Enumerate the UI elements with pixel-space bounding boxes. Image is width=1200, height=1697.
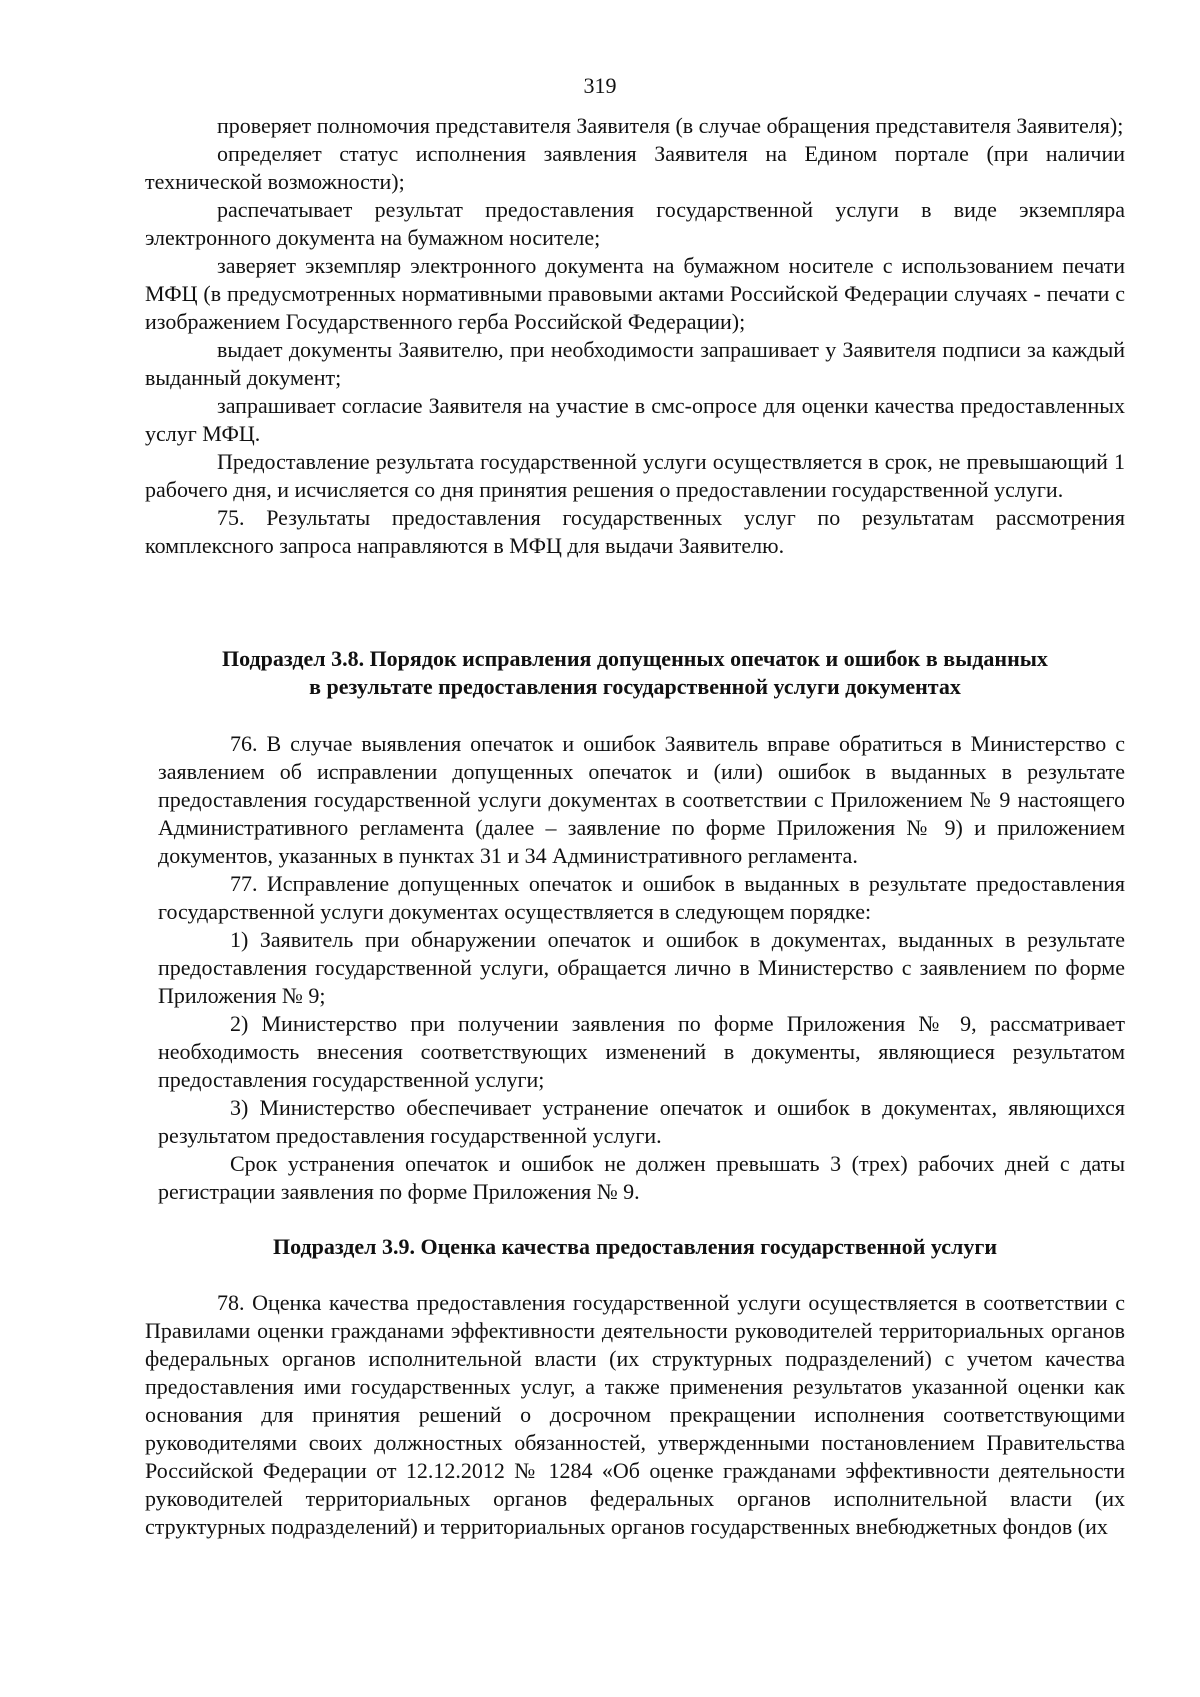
paragraph: распечатывает результат предоставления государственной услуги в виде экземпляра электронного документа на бумажном носителе; — [145, 197, 1125, 250]
heading-line: Подраздел 3.9. Оценка качества предоставления государственной услуги — [273, 1234, 997, 1259]
paragraph: определяет статус исполнения заявления Заявителя на Едином портале (при наличии технической возможности); — [145, 141, 1125, 194]
paragraph: 1) Заявитель при обнаружении опечаток и ошибок в документах, выданных в результате предоставления государственной услуги, обращается лично в Министерство с заявлением по форме Приложения № 9; — [158, 927, 1125, 1008]
paragraph: 78. Оценка качества предоставления государственной услуги осуществляется в соответствии с Правилами оценки гражданами эффективности деятельности руководителей территориальных органов федеральных органов исполнительной власти (их структурных подразделений) с учетом качества предоставления ими государственных услуг, а также применения результатов указанной оценки как основания для принятия решений о досрочном прекращении исполнения соответствующими руководителями своих должностных обязанностей, утвержденными постановлением Правительства Российской Федерации от 12.12.2012 № 1284 «Об оценке гражданами эффективности деятельности руководителей территориальных органов федеральных органов исполнительной власти (их структурных подразделений) и территориальных органов государственных внебюджетных фондов (их — [145, 1290, 1125, 1539]
paragraph: 2) Министерство при получении заявления по форме Приложения № 9, рассматривает необходимость внесения соответствующих изменений в документы, являющиеся результатом предоставления государственной услуги; — [158, 1011, 1125, 1092]
paragraph: Предоставление результата государственной услуги осуществляется в срок, не превышающий 1 рабочего дня, и исчисляется со дня принятия решения о предоставлении государственной услуги. — [145, 449, 1125, 502]
heading-line: Подраздел 3.8. Порядок исправления допущенных опечаток и ошибок в выданных — [222, 646, 1048, 671]
paragraph: Срок устранения опечаток и ошибок не должен превышать 3 (трех) рабочих дней с даты регистрации заявления по форме Приложения № 9. — [158, 1151, 1125, 1204]
paragraph: 3) Министерство обеспечивает устранение опечаток и ошибок в документах, являющихся результатом предоставления государственной услуги. — [158, 1095, 1125, 1148]
section-c-text — [145, 1289, 1125, 1541]
paragraph: выдает документы Заявителю, при необходимости запрашивает у Заявителя подписи за каждый выданный документ; — [145, 337, 1125, 390]
section-heading-3-8 — [145, 645, 1125, 701]
paragraph: проверяет полномочия представителя Заявителя (в случае обращения представителя Заявителя); — [217, 113, 1124, 138]
paragraph: заверяет экземпляр электронного документа на бумажном носителе с использованием печати МФЦ (в предусмотренных нормативными правовыми актами Российской Федерации случаях - печати с изображением Государственного герба Российской Федерации); — [145, 253, 1125, 334]
paragraph: 75. Результаты предоставления государственных услуг по результатам рассмотрения комплексного запроса направляются в МФЦ для выдачи Заявителю. — [145, 505, 1125, 558]
section-heading-3-9 — [145, 1233, 1125, 1261]
page-number: 319 — [583, 73, 617, 98]
heading-line: в результате предоставления государственной услуги документах — [309, 674, 961, 699]
paragraph: запрашивает согласие Заявителя на участие в смс-опросе для оценки качества предоставленных услуг МФЦ. — [145, 393, 1125, 446]
paragraph: 76. В случае выявления опечаток и ошибок Заявитель вправе обратиться в Министерство с заявлением об исправлении допущенных опечаток и (или) ошибок в выданных в результате предоставления государственной услуги документах в соответствии с Приложением № 9 настоящего Административного регламента (далее – заявление по форме Приложения № 9) и приложением документов, указанных в пунктах 31 и 34 Административного регламента. — [158, 731, 1125, 868]
paragraph: 77. Исправление допущенных опечаток и ошибок в выданных в результате предоставления государственной услуги документах осуществляется в следующем порядке: — [158, 871, 1125, 924]
section-a-text — [145, 112, 1125, 560]
section-b-text — [158, 730, 1125, 1206]
